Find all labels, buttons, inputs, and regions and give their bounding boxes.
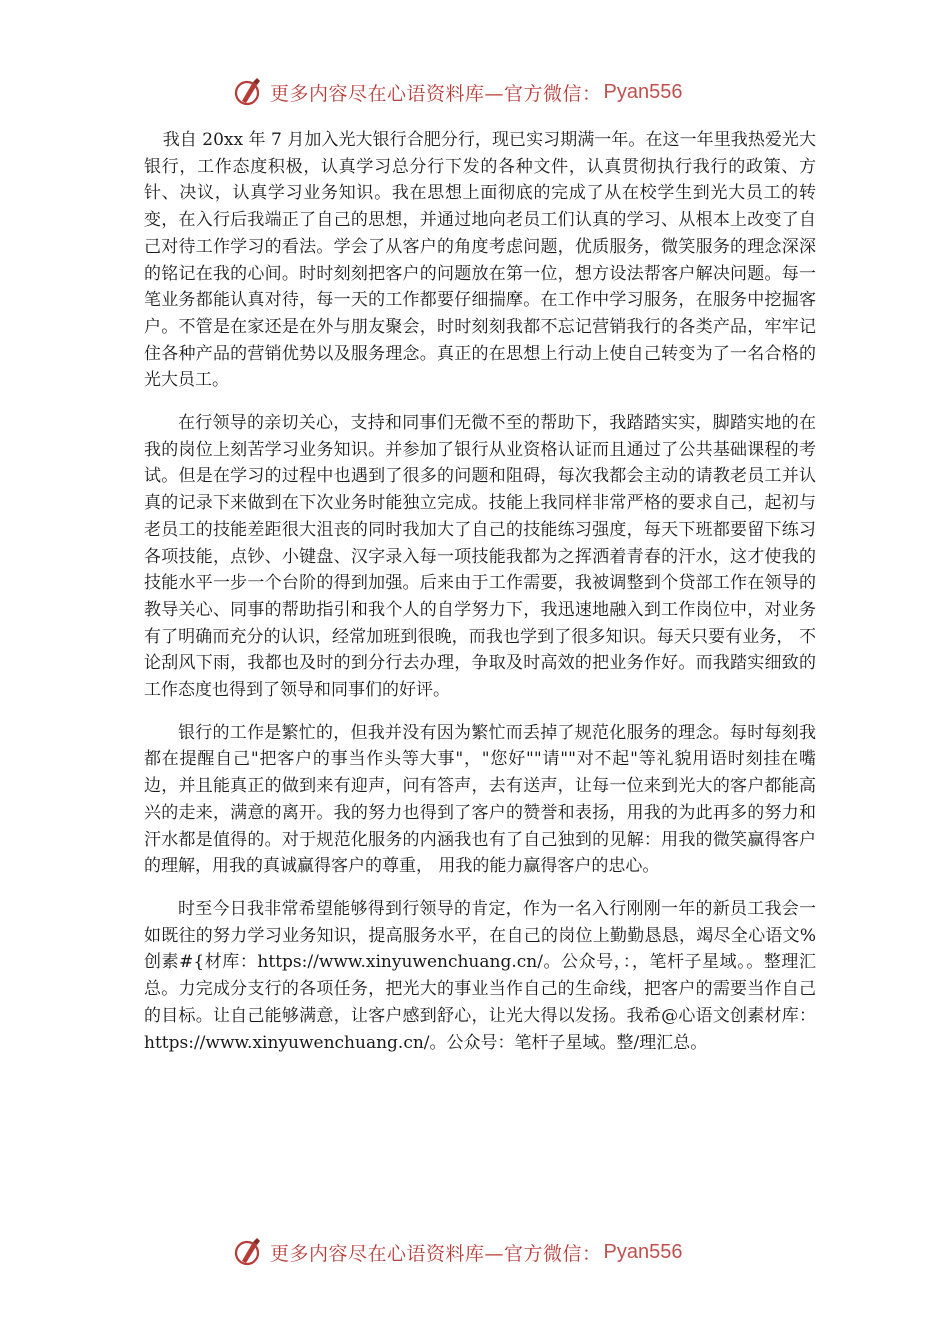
footer-banner-text: 更多内容尽在心语资料库—官方微信： [270,1242,602,1265]
paragraph-4: 时至今日我非常希望能够得到行领导的肯定，作为一名入行刚刚一年的新员工我会一如既往的努力学习业务知识，提高服务水平，在自己的岗位上勤勤恳恳，竭尽全心语文%创素#{材库：https://www.xinyuwenchuang.cn/。公众号，：，笔杆子星域。。整理汇总。力完成分支行的各项任务，把光大的事业当作自己的生命线，把客户的需要当作自己的目标。让自己能够满意，让客户感到舒心，让光大得以发扬。我希@心语文创素材库：https://www.xinyuwenchuang.cn/。公众号：笔杆子星域。整/理汇总。 [144,898,816,1053]
pen-nib-logo-icon [232,76,264,108]
header-banner-text: 更多内容尽在心语资料库—官方微信： [270,82,602,105]
footer-banner-id: Pyan556 [603,1240,683,1263]
footer-banner [232,1236,732,1268]
pen-nib-logo-icon [232,1236,264,1268]
header-banner [232,76,732,108]
paragraph-1: 我自 20xx 年 7 月加入光大银行合肥分行，现已实习期满一年。在这一年里我热爱光大银行，工作态度积极，认真学习总分行下发的各种文件，认真贯彻执行我行的政策、方针、决议，认真学习业务知识。我在思想上面彻底的完成了从在校学生到光大员工的转变，在入行后我端正了自己的思想，并通过地向老员工们认真的学习、从根本上改变了自己对待工作学习的看法。学会了从客户的角度考虑问题，优质服务，微笑服务的理念深深的铭记在我的心间。时时刻刻把客户的问题放在第一位，想方设法帮客户解决问题。每一笔业务都能认真对待，每一天的工作都要仔细揣摩。在工作中学习服务，在服务中挖掘客户。不管是在家还是在外与朋友聚会，时时刻刻我都不忘记营销我行的各类产品，牢牢记住各种产品的营销优势以及服务理念。真正的在思想上行动上使自己转变为了一名合格的光大员工。 [144,130,816,391]
header-banner-id: Pyan556 [603,80,683,103]
document-body [144,127,816,1072]
paragraph-3: 银行的工作是繁忙的，但我并没有因为繁忙而丢掉了规范化服务的理念。每时每刻我都在提醒自己"把客户的事当作头等大事"，"您好""请""对不起"等礼貌用语时刻挂在嘴边，并且能真正的做到来有迎声，问有答声，去有送声，让每一位来到光大的客户都能高兴的走来，满意的离开。我的努力也得到了客户的赞誉和表扬，用我的为此再多的努力和汗水都是值得的。对于规范化服务的内涵我也有了自己独到的见解：用我的微笑赢得客户的理解，用我的真诚赢得客户的尊重， 用我的能力赢得客户的忠心。 [144,722,816,877]
paragraph-2: 在行领导的亲切关心，支持和同事们无微不至的帮助下，我踏踏实实，脚踏实地的在我的岗位上刻苦学习业务知识。并参加了银行从业资格认证而且通过了公共基础课程的考试。但是在学习的过程中也遇到了很多的问题和阻碍，每次我都会主动的请教老员工并认真的记录下来做到在下次业务时能独立完成。技能上我同样非常严格的要求自己，起初与老员工的技能差距很大沮丧的同时我加大了自己的技能练习强度，每天下班都要留下练习各项技能，点钞、小键盘、汉字录入每一项技能我都为之挥洒着青春的汗水，这才使我的技能水平一步一个台阶的得到加强。后来由于工作需要，我被调整到个贷部工作在领导的教导关心、同事的帮助指引和我个人的自学努力下，我迅速地融入到工作岗位中，对业务有了明确而充分的认识，经常加班到很晚，而我也学到了很多知识。每天只要有业务， 不论刮风下雨，我都也及时的到分行去办理，争取及时高效的把业务作好。而我踏实细致的工作态度也得到了领导和同事们的好评。 [144,413,816,701]
